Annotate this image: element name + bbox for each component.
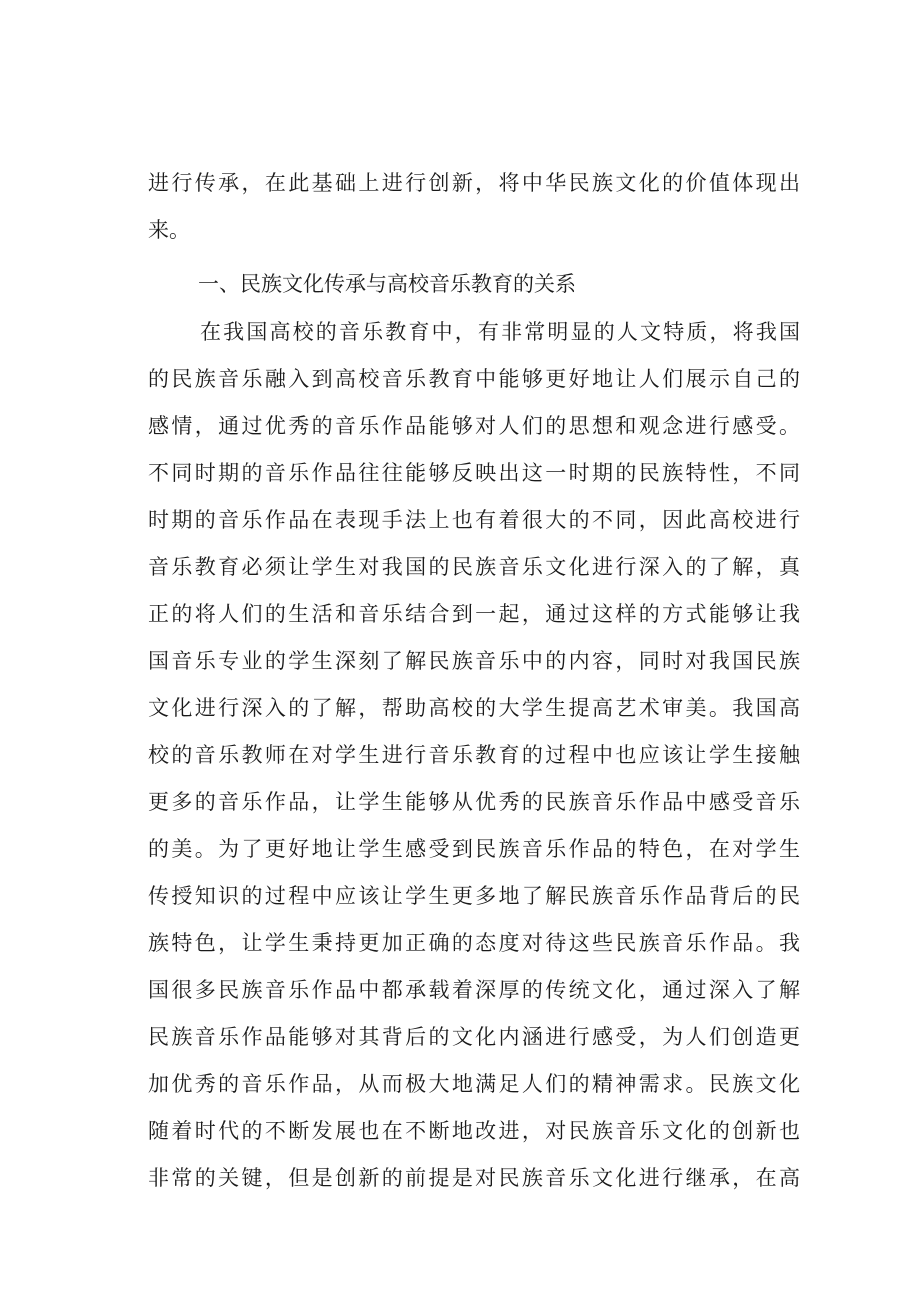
- text-line: 来。: [148, 218, 190, 242]
- text-line: 文化进行深入的了解，帮助高校的大学生提高艺术审美。我国高: [148, 696, 800, 720]
- section-paragraph: [148, 309, 800, 1202]
- text-line: 随着时代的不断发展也在不断地改进，对民族音乐文化的创新也: [148, 1119, 800, 1143]
- intro-paragraph: [148, 160, 800, 254]
- text-line: 族特色，让学生秉持更加正确的态度对待这些民族音乐作品。我: [148, 931, 800, 955]
- text-line: 更多的音乐作品，让学生能够从优秀的民族音乐作品中感受音乐: [148, 790, 800, 814]
- text-line: 正的将人们的生活和音乐结合到一起，通过这样的方式能够让我: [148, 602, 800, 626]
- text-line: 加优秀的音乐作品，从而极大地满足人们的精神需求。民族文化: [148, 1072, 800, 1096]
- text-line: 音乐教育必须让学生对我国的民族音乐文化进行深入的了解，真: [148, 555, 800, 579]
- text-line: 民族音乐作品能够对其背后的文化内涵进行感受，为人们创造更: [148, 1025, 800, 1049]
- text-line: 感情，通过优秀的音乐作品能够对人们的思想和观念进行感受。: [148, 414, 800, 438]
- text-line: 校的音乐教师在对学生进行音乐教育的过程中也应该让学生接触: [148, 743, 800, 767]
- text-line: 不同时期的音乐作品往往能够反映出这一时期的民族特性，不同: [148, 461, 800, 485]
- text-line: 进行传承，在此基础上进行创新，将中华民族文化的价值体现出: [148, 171, 800, 195]
- text-line: 传授知识的过程中应该让学生更多地了解民族音乐作品背后的民: [148, 884, 800, 908]
- document-page: [148, 160, 800, 1202]
- text-line: 国音乐专业的学生深刻了解民族音乐中的内容，同时对我国民族: [148, 649, 800, 673]
- text-line: 的美。为了更好地让学生感受到民族音乐作品的特色，在对学生: [148, 837, 800, 861]
- section-heading: 一、民族文化传承与高校音乐教育的关系: [198, 272, 576, 296]
- text-line: 非常的关键，但是创新的前提是对民族音乐文化进行继承，在高: [148, 1166, 800, 1190]
- text-line: 在我国高校的音乐教育中，有非常明显的人文特质，将我国: [200, 320, 800, 344]
- text-line: 时期的音乐作品在表现手法上也有着很大的不同，因此高校进行: [148, 508, 800, 532]
- text-line: 的民族音乐融入到高校音乐教育中能够更好地让人们展示自己的: [148, 367, 800, 391]
- text-line: 国很多民族音乐作品中都承载着深厚的传统文化，通过深入了解: [148, 978, 800, 1002]
